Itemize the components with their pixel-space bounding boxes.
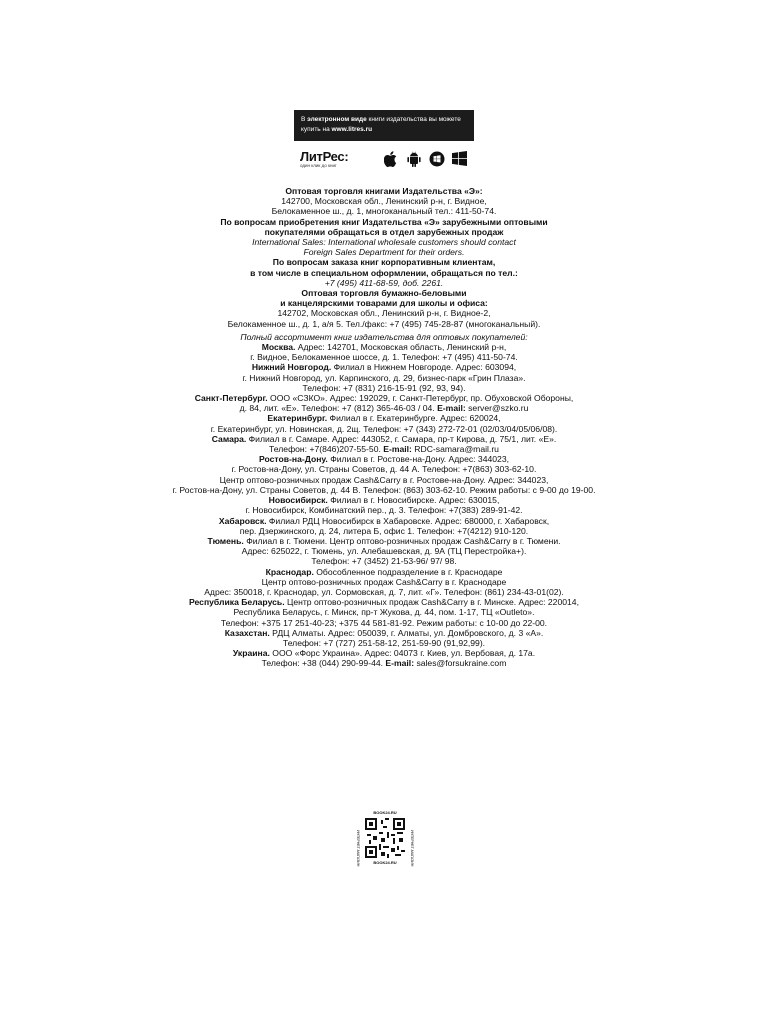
text-line: покупателями обращаться в отдел зарубежных продаж: [264, 226, 504, 237]
apple-icon: [382, 150, 399, 167]
text-line: Телефон: +7(846)207-55-50. E-mail: RDC-samara@mail.ru: [269, 444, 499, 455]
text-line: г. Ростов-на-Дону, ул. Страны Советов, д. 44 В. Телефон: (863) 303-62-10. Режим работы: с 9-00 до 19-00.: [172, 484, 596, 495]
text-line: Ростов-на-Дону. Филиал в г. Ростове-на-Дону. Адрес: 344023,: [258, 454, 510, 465]
text-line: Казахстан. РДЦ Алматы. Адрес: 050039, г. Алматы, ул. Домбровского, д. 3 «А».: [224, 627, 544, 638]
text-line: Москва. Адрес: 142701, Московская область, Ленинский р-н,: [261, 342, 507, 353]
banner-highlight: электронном виде: [307, 116, 367, 123]
qr-label-bottom: BOOK24.RU: [373, 860, 397, 865]
text-line: По вопросам заказа книг корпоративным клиентам,: [272, 257, 496, 268]
text-line: Центр оптово-розничных продаж Cash&Carry в г. Ростове-на-Дону. Адрес: 344023,: [219, 474, 549, 485]
text-line: Телефон: +7 (831) 216-15-91 (92, 93, 94).: [302, 382, 466, 393]
text-line: Телефон: +7 (3452) 21-53-96/ 97/ 98.: [311, 556, 457, 567]
banner-site: www.litres.ru: [331, 126, 373, 133]
platform-icons: [382, 150, 468, 167]
text-line: Телефон: +38 (044) 290-99-44. E-mail: sales@forsukraine.com: [261, 658, 507, 669]
qr-side-right: ИНТЕРНЕТ-МАГАЗИН: [410, 830, 414, 867]
text-line: Телефон: +375 17 251-40-23; +375 44 581-81-92. Режим работы: с 10-00 до 22-00.: [220, 617, 548, 628]
text-line: Краснодар. Обособленное подразделение в г. Краснодаре: [265, 566, 503, 577]
text-line: Санкт-Петербург. ООО «СЗКО». Адрес: 192029, г. Санкт-Петербург, пр. Обуховской Обороны,: [194, 393, 574, 404]
text-line: По вопросам приобретения книг Издательства «Э» зарубежными оптовыми: [220, 216, 548, 227]
text-line: Белокаменное ш., д. 1, многоканальный тел.: 411-50-74.: [271, 206, 497, 217]
text-line: Новосибирск. Филиал в г. Новосибирске. Адрес: 630015,: [268, 495, 500, 506]
text-line: г. Екатеринбург, ул. Новинская, д. 2щ. Телефон: +7 (343) 272-72-01 (02/03/04/05/06/08).: [210, 423, 558, 434]
text-line: Республика Беларусь, г. Минск, пр-т Жукова, д. 44, пом. 1-17, ТЦ «Outleto».: [233, 607, 535, 618]
text-line: Самара. Филиал в г. Самаре. Адрес: 443052, г. Самара, пр-т Кирова, д. 75/1, лит. «Е».: [211, 433, 557, 444]
windows-phone-icon: [428, 150, 445, 167]
text-line: Белокаменное ш., д. 1, а/я 5. Тел./факс: +7 (495) 745-28-87 (многоканальный).: [227, 318, 541, 329]
qr-side-left: ИНТЕРНЕТ-МАГАЗИН: [356, 830, 360, 867]
text-line: Республика Беларусь. Центр оптово-розничных продаж Cash&Carry в г. Минске. Адрес: 220014,: [189, 597, 579, 608]
text-line: пер. Дзержинского, д. 24, литера Б, офис 1. Телефон: +7(4212) 910-120.: [239, 525, 529, 536]
text-line: и канцелярскими товарами для школы и офиса:: [280, 298, 488, 309]
text-line: Foreign Sales Department for their orders.: [303, 247, 465, 258]
contact-text-block: [0, 186, 768, 669]
logo-row: [294, 146, 474, 176]
text-line: +7 (495) 411-68-59, доб. 2261.: [324, 277, 444, 288]
text-line: д. 84, лит. «Е». Телефон: +7 (812) 365-46-03 / 04. E-mail: server@szko.ru: [239, 403, 529, 414]
text-line: Оптовая торговля бумажно-беловыми: [301, 288, 467, 299]
text-line: Телефон: +7 (727) 251-58-12, 251-59-90 (91,92,99).: [282, 637, 486, 648]
banner-text-1: В: [301, 116, 308, 123]
text-line: г. Ростов-на-Дону, ул. Страны Советов, д. 44 А. Телефон: +7(863) 303-62-10.: [231, 464, 537, 475]
text-line: Центр оптово-розничных продаж Cash&Carry в г. Краснодаре: [261, 576, 507, 587]
text-line: Полный ассортимент книг издательства для оптовых покупателей:: [240, 331, 528, 342]
litres-banner: [294, 110, 474, 141]
android-icon: [405, 150, 422, 167]
text-line: Оптовая торговля книгами Издательства «Э»:: [285, 186, 483, 196]
windows-icon: [451, 150, 468, 167]
text-line: 142700, Московская обл., Ленинский р-н, г. Видное,: [281, 196, 487, 207]
logo-name: ЛитРес:: [300, 149, 349, 164]
text-line: Адрес: 625022, г. Тюмень, ул. Алебашевская, д. 9А (ТЦ Перестройка+).: [241, 546, 527, 557]
qr-code-icon: [365, 818, 405, 858]
litres-logo: [300, 149, 348, 168]
text-line: г. Новосибирск, Комбинатский пер., д. 3. Телефон: +7(383) 289-91-42.: [245, 505, 523, 516]
text-line: в том числе в специальном оформлении, обращаться по тел.:: [250, 267, 518, 278]
qr-block: [356, 810, 414, 874]
text-line: Нижний Новгород. Филиал в Нижнем Новгороде. Адрес: 603094,: [251, 362, 517, 373]
text-line: г. Нижний Новгород, ул. Карпинского, д. 29, бизнес-парк «Грин Плаза».: [242, 372, 526, 383]
banner-text-3: купить на: [301, 126, 332, 133]
text-line: Адрес: 350018, г. Краснодар, ул. Сормовская, д. 7, лит. «Г». Телефон: (861) 234-43-01(02).: [204, 586, 564, 597]
logo-tagline: один клик до книг: [300, 163, 337, 168]
qr-label-top: BOOK24.RU: [373, 810, 397, 815]
text-line: Екатеринбург. Филиал в г. Екатеринбурге. Адрес: 620024,: [267, 413, 501, 424]
banner-text-2: книги издательства вы можете: [366, 116, 461, 123]
text-line: International Sales: International wholesale customers should contact: [252, 237, 516, 248]
text-line: Тюмень. Филиал в г. Тюмени. Центр оптово-розничных продаж Cash&Carry в г. Тюмени.: [207, 535, 561, 546]
text-line: Хабаровск. Филиал РДЦ Новосибирск в Хабаровске. Адрес: 680000, г. Хабаровск,: [218, 515, 550, 526]
text-line: 142702, Московская обл., Ленинский р-н, г. Видное-2,: [277, 308, 491, 319]
text-line: Украина. ООО «Форс Украина». Адрес: 04073 г. Киев, ул. Вербовая, д. 17а.: [232, 648, 536, 659]
text-line: г. Видное, Белокаменное шоссе, д. 1. Телефон: +7 (495) 411-50-74.: [250, 352, 518, 363]
